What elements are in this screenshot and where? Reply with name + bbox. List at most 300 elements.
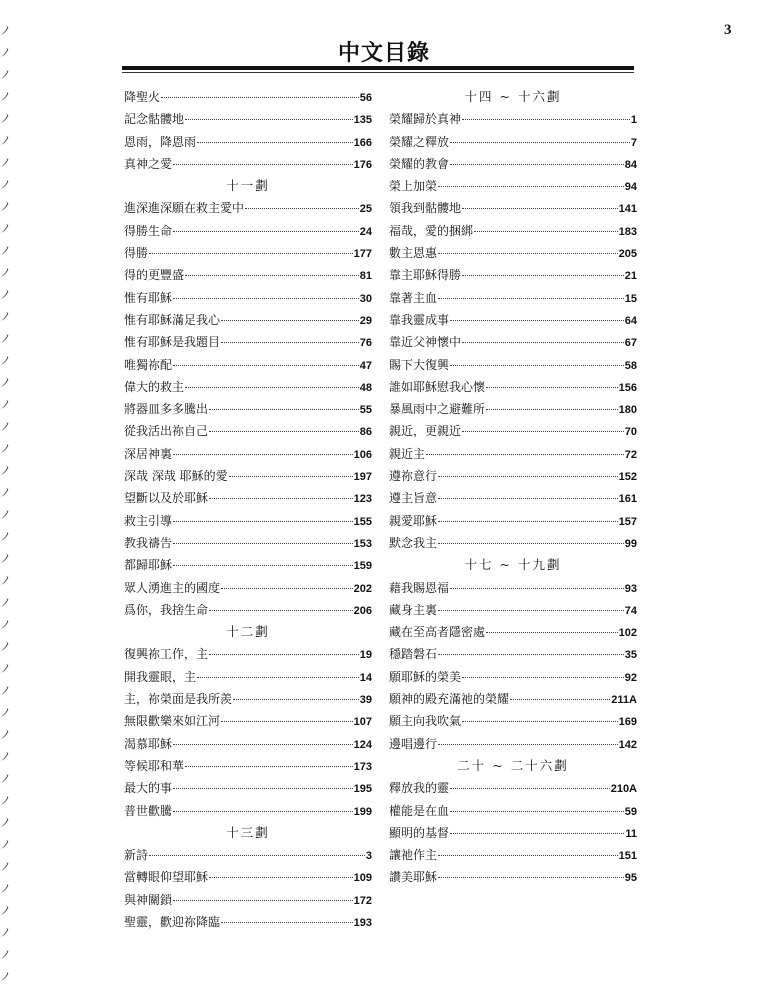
- dot-leader: [438, 298, 624, 299]
- margin-mark: ノ: [0, 398, 11, 411]
- margin-mark: ノ: [0, 266, 11, 279]
- margin-mark: ノ: [0, 464, 11, 477]
- hymn-title: 默念我主: [389, 535, 438, 550]
- page-ref: 102: [618, 627, 637, 640]
- hymn-title: 榮耀歸於真神: [389, 112, 462, 127]
- hymn-title: 進深進深願在救主愛中: [124, 201, 245, 216]
- page-ref: 176: [353, 158, 372, 171]
- dot-leader: [474, 231, 618, 232]
- hymn-title: 深居神裏: [124, 446, 173, 461]
- hymn-title: 新詩: [124, 848, 149, 863]
- page-title: 中文目錄: [337, 40, 430, 66]
- dot-leader: [173, 231, 359, 232]
- page-ref: 30: [359, 292, 372, 305]
- hymn-title: 等候耶和華: [124, 758, 185, 773]
- toc-entry[interactable]: [389, 108, 637, 130]
- dot-leader: [426, 454, 624, 455]
- hymn-title: 榮耀的教會: [389, 156, 450, 171]
- page-ref: 93: [624, 582, 637, 595]
- margin-mark: ノ: [0, 618, 11, 631]
- toc-entry[interactable]: [389, 331, 637, 353]
- stroke-count-heading: 二十 ~ 二十六劃: [457, 757, 569, 773]
- hymn-title: 最大的事: [124, 781, 173, 796]
- hymn-title: 數主恩惠: [389, 246, 438, 261]
- hymn-title: 降聖火: [124, 90, 161, 104]
- toc-entry[interactable]: [124, 643, 372, 665]
- margin-mark: ノ: [0, 530, 11, 543]
- page-ref: 1: [630, 114, 637, 127]
- margin-mark: ノ: [0, 376, 11, 389]
- margin-mark: ノ: [0, 288, 11, 301]
- margin-mark: ノ: [0, 882, 11, 895]
- dot-leader: [173, 298, 359, 299]
- toc-entry[interactable]: [124, 131, 372, 153]
- dot-leader: [462, 275, 624, 276]
- toc-entry[interactable]: [124, 688, 372, 710]
- toc-entry[interactable]: [389, 153, 637, 175]
- hymn-title: 願神的殿充滿祂的榮耀: [389, 692, 510, 707]
- toc-entry[interactable]: [389, 242, 637, 264]
- stroke-count-heading: 十二劃: [226, 624, 270, 640]
- dot-leader: [173, 744, 353, 745]
- page-ref: 64: [624, 314, 637, 327]
- dot-leader: [438, 543, 624, 544]
- toc-entry[interactable]: [124, 420, 372, 442]
- toc-entry[interactable]: [389, 309, 637, 331]
- page-ref: 199: [353, 805, 372, 818]
- hymn-title: 靠近父神懷中: [389, 335, 462, 350]
- page-ref: 70: [624, 426, 637, 439]
- dot-leader: [438, 498, 618, 499]
- page-ref: 94: [624, 181, 637, 194]
- hymn-title: 望斷以及於耶穌: [124, 491, 209, 506]
- page-ref: 86: [359, 426, 372, 439]
- toc-entry[interactable]: [124, 599, 372, 621]
- toc-entry[interactable]: [124, 889, 372, 911]
- dot-leader: [173, 164, 353, 165]
- toc-entry[interactable]: [124, 577, 372, 599]
- dot-leader: [173, 900, 353, 901]
- hymn-title: 得勝: [124, 246, 149, 261]
- toc-entry[interactable]: [389, 777, 637, 799]
- dot-leader: [438, 744, 618, 745]
- margin-mark: ノ: [0, 970, 11, 983]
- hymn-title: 顯明的基督: [389, 825, 450, 840]
- toc-entry[interactable]: [124, 309, 372, 331]
- page-ref: 166: [353, 136, 372, 149]
- margin-mark: ノ: [0, 684, 11, 697]
- toc-entry[interactable]: [124, 264, 372, 286]
- hymn-title: 賜下大復興: [389, 357, 450, 372]
- margin-mark: ノ: [0, 816, 11, 829]
- page-ref: 141: [618, 203, 637, 216]
- page-ref: 59: [624, 805, 637, 818]
- page-ref: 123: [353, 493, 372, 506]
- page-ref: 72: [624, 448, 637, 461]
- dot-leader: [149, 855, 365, 856]
- page-ref: 99: [624, 537, 637, 550]
- hymn-title: 權能是在血: [389, 803, 450, 818]
- toc-entry[interactable]: [389, 287, 637, 309]
- toc-entry[interactable]: [389, 800, 637, 822]
- hymn-title: 暴風雨中之避難所: [389, 402, 486, 417]
- page-ref: 205: [618, 248, 637, 261]
- hymn-title: 邊唱邊行: [389, 736, 438, 751]
- binding-margin-marks: [0, 20, 10, 990]
- hymn-title: 復興祢工作，主: [124, 647, 209, 662]
- dot-leader: [229, 476, 353, 477]
- page-ref: 206: [353, 604, 372, 617]
- toc-entry[interactable]: [389, 354, 637, 376]
- dot-leader: [462, 721, 618, 722]
- hymn-title: 渴慕耶穌: [124, 736, 173, 751]
- stroke-count-heading: 十四 ~ 十六劃: [464, 89, 562, 104]
- dot-leader: [173, 811, 353, 812]
- margin-mark: ノ: [0, 178, 11, 191]
- toc-entry[interactable]: [389, 866, 637, 888]
- hymn-title: 靠主耶穌得勝: [389, 268, 462, 283]
- page-ref: 210A: [610, 783, 637, 796]
- page-ref: 48: [359, 381, 372, 394]
- page-ref: 11: [625, 827, 637, 840]
- page-ref: 106: [353, 448, 372, 461]
- toc-right-column: [389, 86, 637, 889]
- hymn-title: 記念骷髏地: [124, 112, 185, 127]
- margin-mark: ノ: [0, 156, 11, 169]
- dot-leader: [438, 186, 624, 187]
- toc-entry[interactable]: [124, 331, 372, 353]
- page-ref: 24: [359, 225, 372, 238]
- dot-leader: [209, 431, 359, 432]
- toc-entry[interactable]: [124, 800, 372, 822]
- page-ref: 67: [624, 337, 637, 350]
- hymn-title: 釋放我的靈: [389, 781, 450, 796]
- page-ref: 169: [618, 716, 637, 729]
- margin-mark: ノ: [0, 574, 11, 587]
- margin-mark: ノ: [0, 200, 11, 213]
- dot-leader: [438, 877, 624, 878]
- page-ref: 156: [618, 381, 637, 394]
- hymn-title: 偉大的救主: [124, 379, 185, 394]
- dot-leader: [450, 320, 624, 321]
- dot-leader: [173, 365, 359, 366]
- page-ref: 142: [618, 738, 637, 751]
- toc-entry[interactable]: [124, 733, 372, 755]
- margin-mark: ノ: [0, 838, 11, 851]
- page-ref: 183: [618, 225, 637, 238]
- page-ref: 81: [359, 270, 372, 283]
- dot-leader: [462, 119, 630, 120]
- hymn-title: 遵祢意行: [389, 469, 438, 484]
- dot-leader: [450, 588, 624, 589]
- toc-entry[interactable]: [124, 465, 372, 487]
- dot-leader: [221, 588, 353, 589]
- dot-leader: [450, 142, 630, 143]
- toc-entry[interactable]: [389, 822, 637, 844]
- margin-mark: ノ: [0, 354, 11, 367]
- hymn-title: 讓祂作主: [389, 848, 438, 863]
- toc-entry[interactable]: [124, 108, 372, 130]
- dot-leader: [221, 922, 353, 923]
- hymn-title: 領我到骷髏地: [389, 201, 462, 216]
- toc-entry[interactable]: [124, 866, 372, 888]
- dot-leader: [197, 677, 359, 678]
- dot-leader: [149, 253, 353, 254]
- toc-entry[interactable]: [389, 532, 637, 554]
- toc-entry[interactable]: [124, 777, 372, 799]
- hymn-title: 藉我賜恩福: [389, 580, 450, 595]
- toc-entry[interactable]: [389, 131, 637, 153]
- dot-leader: [450, 788, 610, 789]
- dot-leader: [197, 142, 353, 143]
- page-ref: 107: [353, 716, 372, 729]
- toc-entry[interactable]: [124, 220, 372, 242]
- page-ref: 135: [353, 114, 372, 127]
- hymn-title: 親近主: [389, 446, 426, 461]
- toc-entry[interactable]: [124, 554, 372, 576]
- dot-leader: [462, 677, 624, 678]
- margin-mark: ノ: [0, 486, 11, 499]
- hymn-title: 將器皿多多騰出: [124, 402, 209, 417]
- page-ref: 55: [359, 404, 372, 417]
- dot-leader: [438, 855, 618, 856]
- dot-leader: [510, 699, 610, 700]
- hymn-title: 榮耀之釋放: [389, 134, 450, 149]
- toc-entry[interactable]: [124, 666, 372, 688]
- margin-mark: ノ: [0, 508, 11, 521]
- toc-entry[interactable]: [389, 733, 637, 755]
- margin-mark: ノ: [0, 904, 11, 917]
- dot-leader: [438, 521, 618, 522]
- stroke-count-heading: 十七 ~ 十九劃: [464, 557, 562, 573]
- toc-entry[interactable]: [124, 755, 372, 777]
- margin-mark: ノ: [0, 244, 11, 257]
- hymn-title: 願耶穌的榮美: [389, 669, 462, 684]
- toc-entry[interactable]: [124, 443, 372, 465]
- page-ref: 157: [618, 515, 637, 528]
- dot-leader: [209, 498, 353, 499]
- page-ref: 177: [353, 248, 372, 261]
- page-ref: 172: [353, 894, 372, 907]
- hymn-title: 惟有耶穌是我題目: [124, 335, 221, 350]
- toc-entry[interactable]: [124, 287, 372, 309]
- hymn-title: 靠我靈成事: [389, 312, 450, 327]
- hymn-title: 讚美耶穌: [389, 870, 438, 885]
- toc-entry[interactable]: [124, 398, 372, 420]
- toc-entry[interactable]: [389, 621, 637, 643]
- toc-entry[interactable]: [124, 487, 372, 509]
- page-ref: 197: [353, 471, 372, 484]
- dot-leader: [221, 721, 353, 722]
- margin-mark: ノ: [0, 706, 11, 719]
- page-ref: 161: [618, 493, 637, 506]
- dot-leader: [438, 610, 624, 611]
- toc-left-column: [124, 86, 372, 933]
- dot-leader: [173, 521, 353, 522]
- margin-mark: ノ: [0, 134, 11, 147]
- dot-leader: [209, 610, 353, 611]
- dot-leader: [486, 409, 618, 410]
- toc-entry[interactable]: [389, 465, 637, 487]
- hymn-title: 真神之愛: [124, 156, 173, 171]
- page-ref: 173: [353, 760, 372, 773]
- dot-leader: [462, 431, 624, 432]
- stroke-count-heading: 十一劃: [226, 178, 270, 194]
- margin-mark: ノ: [0, 90, 11, 103]
- page-ref: 153: [353, 537, 372, 550]
- margin-mark: ノ: [0, 772, 11, 785]
- hymn-title: 恩雨，降恩雨: [124, 134, 197, 149]
- margin-mark: ノ: [0, 332, 11, 345]
- toc-entry[interactable]: [124, 532, 372, 554]
- toc-entry[interactable]: [389, 398, 637, 420]
- margin-mark: ノ: [0, 662, 11, 675]
- toc-entry[interactable]: [124, 153, 372, 175]
- hymn-title: 救主引導: [124, 513, 173, 528]
- page-ref: 21: [624, 270, 637, 283]
- page-ref: 39: [359, 694, 372, 707]
- hymn-title: 福哉，愛的捆綁: [389, 223, 474, 238]
- margin-mark: ノ: [0, 442, 11, 455]
- dot-leader: [450, 365, 624, 366]
- dot-leader: [438, 476, 618, 477]
- margin-mark: ノ: [0, 310, 11, 323]
- toc-entry[interactable]: [124, 197, 372, 219]
- page-ref: 152: [618, 471, 637, 484]
- page-ref: 159: [353, 560, 372, 573]
- dot-leader: [173, 788, 353, 789]
- dot-leader: [173, 454, 353, 455]
- toc-entry[interactable]: [389, 510, 637, 532]
- toc-entry[interactable]: [389, 844, 637, 866]
- title-rule-thick: [122, 66, 634, 70]
- dot-leader: [450, 811, 624, 812]
- margin-mark: ノ: [0, 728, 11, 741]
- hymn-title: 親愛耶穌: [389, 513, 438, 528]
- dot-leader: [462, 208, 618, 209]
- stroke-count-heading: 十三劃: [226, 824, 270, 840]
- toc-entry[interactable]: [389, 666, 637, 688]
- dot-leader: [209, 409, 359, 410]
- page-number: 3: [724, 22, 732, 38]
- page-ref: 74: [624, 604, 637, 617]
- margin-mark: ノ: [0, 750, 11, 763]
- hymn-title: 得勝生命: [124, 223, 173, 238]
- toc-entry[interactable]: [389, 599, 637, 621]
- page-ref: 35: [624, 649, 637, 662]
- dot-leader: [185, 387, 359, 388]
- page-ref: 19: [359, 649, 372, 662]
- margin-mark: ノ: [0, 552, 11, 565]
- dot-leader: [450, 164, 624, 165]
- hymn-title: 願主向我吹氣: [389, 714, 462, 729]
- hymn-title: 唯獨祢配: [124, 357, 173, 372]
- page-ref: 76: [359, 337, 372, 350]
- hymn-title: 開我靈眼，主: [124, 669, 197, 684]
- dot-leader: [209, 654, 359, 655]
- dot-leader: [486, 387, 618, 388]
- toc-entry[interactable]: [389, 643, 637, 665]
- title-rule-thin: [122, 72, 634, 73]
- dot-leader: [221, 320, 359, 321]
- page-ref: 195: [353, 783, 372, 796]
- toc-entry[interactable]: [124, 510, 372, 532]
- hymn-title: 普世歡騰: [124, 803, 173, 818]
- page-ref: 47: [359, 359, 372, 372]
- page-ref: 92: [624, 671, 637, 684]
- page-ref: 211A: [611, 694, 637, 707]
- toc-entry[interactable]: [389, 197, 637, 219]
- page-ref: 202: [353, 582, 372, 595]
- page-ref: 14: [359, 671, 372, 684]
- dot-leader: [173, 543, 353, 544]
- hymn-title: 惟有耶穌滿足我心: [124, 312, 221, 327]
- margin-mark: ノ: [0, 596, 11, 609]
- dot-leader: [185, 766, 353, 767]
- hymn-title: 教我禱告: [124, 535, 173, 550]
- page-ref: 56: [359, 92, 372, 104]
- hymn-title: 穩踏磐石: [389, 647, 438, 662]
- toc-entry[interactable]: [124, 710, 372, 732]
- toc-entry[interactable]: [124, 844, 372, 866]
- toc-entry[interactable]: [124, 911, 372, 933]
- hymn-title: 靠著主血: [389, 290, 438, 305]
- toc-entry[interactable]: [389, 443, 637, 465]
- hymn-title: 眾人湧進主的國度: [124, 580, 221, 595]
- toc-entry[interactable]: [389, 688, 637, 710]
- page-ref: 29: [359, 314, 372, 327]
- dot-leader: [185, 275, 359, 276]
- page-ref: 15: [624, 292, 637, 305]
- page-ref: 155: [353, 515, 372, 528]
- hymn-title: 聖靈，歡迎祢降臨: [124, 914, 221, 929]
- hymn-title: 與神關鎖: [124, 892, 173, 907]
- toc-entry[interactable]: [389, 710, 637, 732]
- page-ref: 151: [618, 850, 637, 863]
- toc-entry[interactable]: [389, 376, 637, 398]
- page-ref: 3: [365, 850, 372, 863]
- toc-entry[interactable]: [124, 354, 372, 376]
- hymn-title: 誰如耶穌慰我心懷: [389, 379, 486, 394]
- hymn-title: 得的更豐盛: [124, 268, 185, 283]
- dot-leader: [438, 253, 618, 254]
- toc-entry[interactable]: [389, 220, 637, 242]
- dot-leader: [209, 877, 353, 878]
- page-ref: 95: [624, 872, 637, 885]
- page-ref: 25: [359, 203, 372, 216]
- hymn-title: 榮上加榮: [389, 179, 438, 194]
- margin-mark: ノ: [0, 46, 11, 59]
- toc-entry[interactable]: [124, 376, 372, 398]
- toc-entry[interactable]: [389, 264, 637, 286]
- hymn-title: 藏身主裏: [389, 602, 438, 617]
- margin-mark: ノ: [0, 860, 11, 873]
- toc-entry[interactable]: [124, 242, 372, 264]
- hymn-title: 親近，更親近: [389, 424, 462, 439]
- toc-entry[interactable]: [389, 420, 637, 442]
- hymn-title: 從我活出祢自己: [124, 424, 209, 439]
- margin-mark: ノ: [0, 794, 11, 807]
- page-ref: 180: [618, 404, 637, 417]
- toc-entry[interactable]: [389, 487, 637, 509]
- dot-leader: [185, 119, 353, 120]
- toc-entry[interactable]: [389, 577, 637, 599]
- toc-entry[interactable]: [389, 175, 637, 197]
- dot-leader: [245, 208, 359, 209]
- page-ref: 84: [624, 158, 637, 171]
- toc-entry[interactable]: [124, 86, 372, 108]
- dot-leader: [486, 632, 618, 633]
